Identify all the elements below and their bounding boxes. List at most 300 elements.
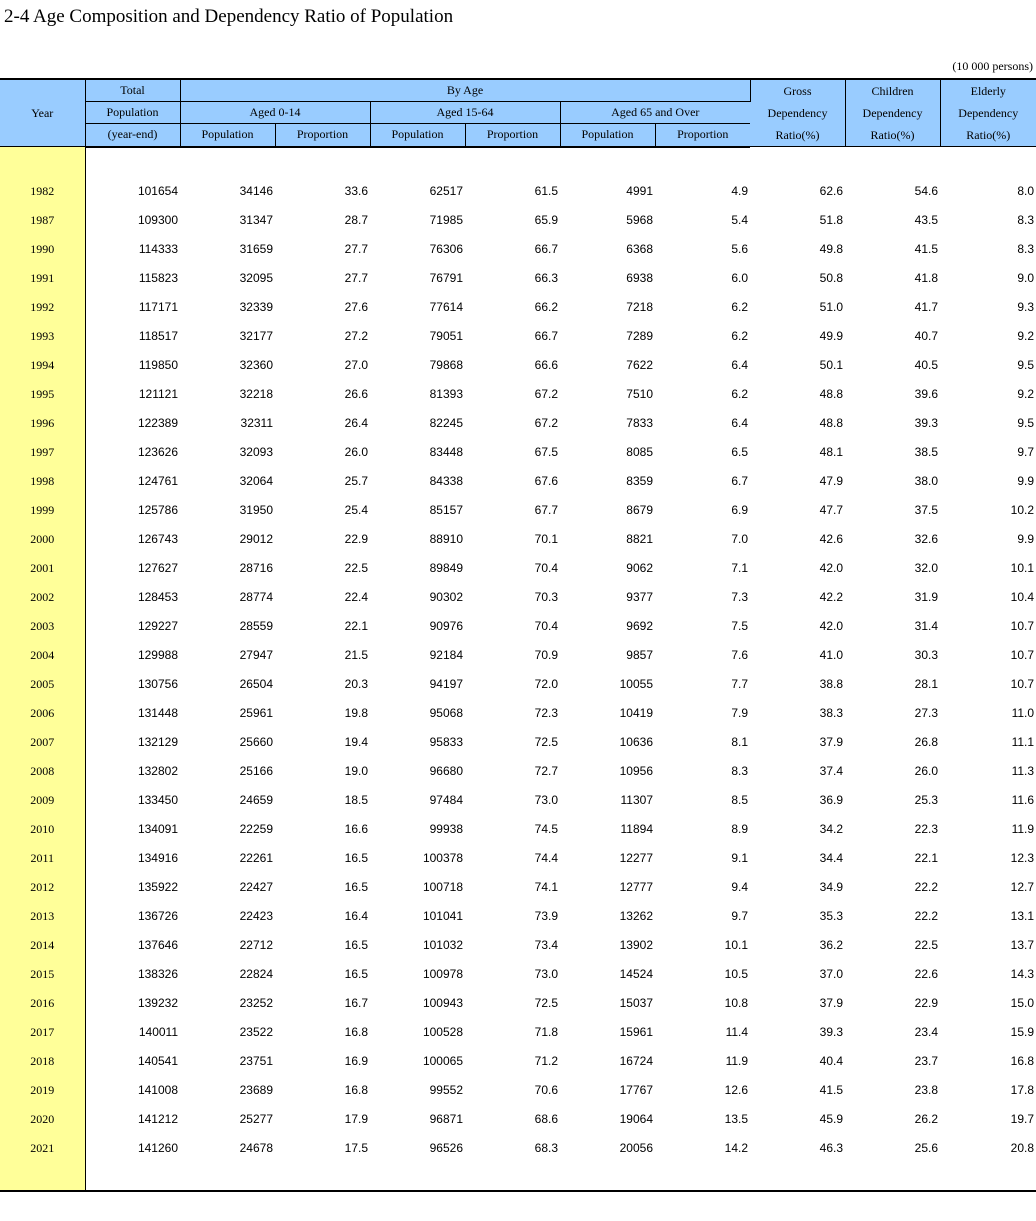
cell-aged-15-64-proportion: 66.3: [534, 271, 558, 285]
cell-aged-15-64-proportion: 70.3: [534, 590, 558, 604]
cell-year: 2004: [0, 641, 85, 670]
cell-aged-0-14-proportion: 16.8: [344, 1025, 368, 1039]
cell-elderly-dependency-ratio: 20.8: [1010, 1141, 1035, 1155]
cell-gross-dependency-ratio: 35.3: [819, 909, 844, 923]
cell-aged-65-population: 10956: [619, 764, 653, 778]
cell-elderly-dependency-ratio: 10.2: [1010, 503, 1035, 517]
header-children-3: Ratio(%): [870, 128, 915, 142]
cell-gross-dependency-ratio: 47.7: [819, 503, 844, 517]
cell-gross-dependency-ratio: 51.8: [819, 213, 844, 227]
cell-aged-0-14-proportion: 26.4: [344, 416, 368, 430]
cell-total-population: 126743: [137, 532, 178, 546]
unit-note: (10 000 persons): [952, 59, 1033, 73]
cell-children-dependency-ratio: 38.0: [914, 474, 939, 488]
cell-children-dependency-ratio: 28.1: [914, 677, 939, 691]
cell-children-dependency-ratio: 41.5: [914, 242, 939, 256]
cell-aged-65-proportion: 6.7: [731, 474, 749, 488]
cell-aged-15-64-population: 96871: [429, 1112, 463, 1126]
table-row: [0, 960, 1036, 989]
cell-year: 1994: [0, 351, 85, 380]
cell-children-dependency-ratio: 23.4: [914, 1025, 939, 1039]
cell-aged-0-14-population: 25961: [239, 706, 273, 720]
table-row: [0, 351, 1036, 380]
cell-elderly-dependency-ratio: 10.1: [1010, 561, 1035, 575]
cell-aged-65-population: 19064: [619, 1112, 653, 1126]
cell-aged-15-64-population: 100528: [422, 1025, 463, 1039]
cell-aged-0-14-population: 23252: [239, 996, 273, 1010]
cell-children-dependency-ratio: 54.6: [914, 184, 939, 198]
cell-aged-15-64-population: 101032: [422, 938, 463, 952]
table-row: [0, 380, 1036, 409]
cell-aged-65-proportion: 6.2: [731, 300, 749, 314]
cell-aged-15-64-proportion: 70.9: [534, 648, 558, 662]
cell-aged-15-64-population: 79051: [429, 329, 463, 343]
cell-aged-0-14-population: 32311: [240, 416, 273, 430]
cell-aged-15-64-proportion: 73.0: [534, 967, 558, 981]
cell-aged-15-64-population: 100978: [422, 967, 463, 981]
cell-aged-0-14-proportion: 27.2: [344, 329, 368, 343]
cell-aged-15-64-proportion: 70.4: [534, 561, 558, 575]
cell-children-dependency-ratio: 22.6: [914, 967, 939, 981]
cell-year: 2000: [0, 525, 85, 554]
cell-aged-65-proportion: 6.4: [731, 358, 749, 372]
empty-cell: [85, 147, 180, 177]
cell-aged-65-proportion: 7.1: [731, 561, 749, 575]
cell-gross-dependency-ratio: 37.9: [819, 735, 844, 749]
cell-aged-0-14-proportion: 16.6: [344, 822, 368, 836]
cell-aged-15-64-population: 88910: [429, 532, 463, 546]
cell-children-dependency-ratio: 23.7: [914, 1054, 939, 1068]
cell-total-population: 117171: [138, 300, 178, 314]
cell-aged-65-population: 8679: [626, 503, 653, 517]
cell-total-population: 132802: [137, 764, 178, 778]
cell-total-population: 121121: [138, 387, 178, 401]
cell-elderly-dependency-ratio: 9.9: [1017, 532, 1035, 546]
cell-year: 2014: [0, 931, 85, 960]
cell-aged-0-14-population: 22259: [239, 822, 273, 836]
cell-children-dependency-ratio: 31.4: [914, 619, 939, 633]
cell-aged-65-population: 9377: [626, 590, 653, 604]
cell-aged-15-64-population: 90302: [429, 590, 463, 604]
cell-total-population: 136726: [137, 909, 178, 923]
table-row: [0, 989, 1036, 1018]
table-row: [0, 902, 1036, 931]
cell-aged-15-64-population: 92184: [429, 648, 463, 662]
table-row: [0, 206, 1036, 235]
cell-aged-65-proportion: 5.6: [731, 242, 749, 256]
cell-aged-65-population: 9062: [626, 561, 653, 575]
cell-gross-dependency-ratio: 45.9: [819, 1112, 844, 1126]
cell-aged-15-64-proportion: 70.1: [534, 532, 558, 546]
cell-aged-15-64-population: 71985: [429, 213, 463, 227]
cell-aged-0-14-proportion: 16.4: [344, 909, 368, 923]
cell-year: 1987: [0, 206, 85, 235]
cell-elderly-dependency-ratio: 9.2: [1017, 387, 1035, 401]
population-table: [0, 78, 1036, 1192]
cell-children-dependency-ratio: 31.9: [914, 590, 939, 604]
cell-aged-65-population: 13902: [619, 938, 653, 952]
cell-aged-65-proportion: 9.4: [731, 880, 749, 894]
cell-aged-0-14-population: 23522: [239, 1025, 273, 1039]
cell-elderly-dependency-ratio: 16.8: [1010, 1054, 1035, 1068]
table-row: [0, 525, 1036, 554]
header-total-1: Total: [85, 79, 180, 102]
table-row: [0, 757, 1036, 786]
cell-aged-15-64-proportion: 71.8: [534, 1025, 558, 1039]
cell-elderly-dependency-ratio: 9.0: [1017, 271, 1035, 285]
cell-aged-65-population: 14524: [619, 967, 653, 981]
cell-total-population: 133450: [137, 793, 178, 807]
table-row: [0, 583, 1036, 612]
cell-elderly-dependency-ratio: 11.3: [1011, 764, 1035, 778]
cell-aged-0-14-population: 31950: [239, 503, 273, 517]
header-proportion: Proportion: [655, 124, 750, 147]
cell-aged-65-proportion: 7.5: [731, 619, 749, 633]
empty-cell: [560, 1163, 655, 1191]
cell-total-population: 114333: [138, 242, 178, 256]
cell-aged-65-population: 15961: [619, 1025, 653, 1039]
cell-aged-0-14-proportion: 19.0: [344, 764, 368, 778]
empty-cell: [940, 1163, 1036, 1191]
cell-aged-65-proportion: 11.4: [725, 1025, 749, 1039]
cell-elderly-dependency-ratio: 9.5: [1017, 416, 1035, 430]
cell-aged-15-64-proportion: 67.7: [534, 503, 558, 517]
header-elderly-1: Elderly: [970, 84, 1006, 98]
cell-aged-65-proportion: 7.3: [731, 590, 749, 604]
cell-aged-15-64-proportion: 61.5: [534, 184, 558, 198]
cell-gross-dependency-ratio: 48.8: [819, 416, 844, 430]
cell-aged-0-14-proportion: 16.5: [344, 851, 368, 865]
cell-aged-15-64-population: 81393: [429, 387, 463, 401]
cell-year: 1993: [0, 322, 85, 351]
header-total-2: Population: [85, 102, 180, 124]
empty-cell: [275, 1163, 370, 1191]
header-population: Population: [370, 124, 465, 147]
cell-aged-15-64-population: 94197: [429, 677, 463, 691]
cell-children-dependency-ratio: 41.7: [914, 300, 939, 314]
cell-aged-0-14-proportion: 22.4: [344, 590, 368, 604]
table-row: [0, 1076, 1036, 1105]
empty-cell: [180, 1163, 275, 1191]
cell-total-population: 139232: [137, 996, 178, 1010]
cell-year: 2017: [0, 1018, 85, 1047]
cell-children-dependency-ratio: 23.8: [914, 1083, 939, 1097]
header-aged-65-over: Aged 65 and Over: [560, 102, 750, 124]
cell-aged-15-64-proportion: 73.9: [534, 909, 558, 923]
cell-total-population: 123626: [137, 445, 178, 459]
cell-total-population: 137646: [137, 938, 178, 952]
header-population: Population: [560, 124, 655, 147]
cell-aged-65-proportion: 9.7: [731, 909, 749, 923]
cell-children-dependency-ratio: 26.2: [914, 1112, 939, 1126]
cell-aged-15-64-population: 99938: [429, 822, 463, 836]
cell-aged-0-14-proportion: 16.5: [344, 880, 368, 894]
header-children-1: Children: [871, 84, 914, 98]
cell-elderly-dependency-ratio: 9.9: [1017, 474, 1035, 488]
cell-aged-0-14-proportion: 26.0: [344, 445, 368, 459]
cell-aged-15-64-proportion: 66.7: [534, 329, 558, 343]
table-row: [0, 1018, 1036, 1047]
cell-elderly-dependency-ratio: 10.4: [1010, 590, 1035, 604]
cell-aged-65-population: 8359: [626, 474, 653, 488]
cell-aged-15-64-proportion: 74.4: [534, 851, 558, 865]
cell-elderly-dependency-ratio: 10.7: [1010, 619, 1035, 633]
cell-children-dependency-ratio: 27.3: [914, 706, 939, 720]
cell-aged-15-64-proportion: 71.2: [534, 1054, 558, 1068]
cell-aged-15-64-proportion: 70.4: [534, 619, 558, 633]
cell-total-population: 118517: [138, 329, 178, 343]
cell-total-population: 140541: [137, 1054, 178, 1068]
cell-aged-15-64-proportion: 72.5: [534, 996, 558, 1010]
table-row: [0, 467, 1036, 496]
cell-aged-15-64-population: 76306: [429, 242, 463, 256]
cell-aged-15-64-population: 96680: [429, 764, 463, 778]
cell-aged-0-14-proportion: 17.9: [344, 1112, 368, 1126]
cell-gross-dependency-ratio: 51.0: [819, 300, 844, 314]
cell-elderly-dependency-ratio: 15.9: [1010, 1025, 1035, 1039]
cell-elderly-dependency-ratio: 11.0: [1011, 706, 1035, 720]
cell-aged-15-64-population: 89849: [429, 561, 463, 575]
cell-aged-0-14-population: 28716: [239, 561, 273, 575]
empty-cell: [465, 147, 560, 177]
cell-total-population: 132129: [137, 735, 178, 749]
header-gross: [750, 79, 845, 147]
cell-aged-15-64-proportion: 68.6: [534, 1112, 558, 1126]
cell-gross-dependency-ratio: 47.9: [819, 474, 844, 488]
cell-children-dependency-ratio: 39.6: [914, 387, 939, 401]
cell-children-dependency-ratio: 32.6: [914, 532, 939, 546]
cell-elderly-dependency-ratio: 12.7: [1010, 880, 1035, 894]
cell-aged-15-64-population: 84338: [429, 474, 463, 488]
cell-elderly-dependency-ratio: 13.7: [1010, 938, 1035, 952]
cell-total-population: 131448: [137, 706, 178, 720]
header-elderly: [940, 79, 1036, 147]
table-row: [0, 1105, 1036, 1134]
cell-year: 2018: [0, 1047, 85, 1076]
cell-children-dependency-ratio: 39.3: [914, 416, 939, 430]
cell-year: 2007: [0, 728, 85, 757]
cell-elderly-dependency-ratio: 15.0: [1010, 996, 1035, 1010]
cell-aged-15-64-population: 79868: [429, 358, 463, 372]
cell-aged-15-64-proportion: 72.3: [534, 706, 558, 720]
cell-aged-15-64-population: 95068: [429, 706, 463, 720]
cell-gross-dependency-ratio: 42.0: [819, 619, 844, 633]
cell-aged-15-64-population: 77614: [429, 300, 463, 314]
cell-aged-0-14-population: 31659: [239, 242, 273, 256]
cell-aged-0-14-proportion: 27.0: [344, 358, 368, 372]
spacer-row: [0, 1163, 1036, 1191]
cell-gross-dependency-ratio: 36.2: [819, 938, 844, 952]
cell-aged-65-proportion: 13.5: [724, 1112, 749, 1126]
cell-gross-dependency-ratio: 37.9: [819, 996, 844, 1010]
cell-aged-0-14-population: 22712: [239, 938, 273, 952]
cell-aged-0-14-proportion: 17.5: [344, 1141, 368, 1155]
cell-children-dependency-ratio: 22.2: [914, 880, 939, 894]
cell-year: 2003: [0, 612, 85, 641]
empty-cell: [655, 1163, 750, 1191]
cell-year: 2016: [0, 989, 85, 1018]
cell-year: 2021: [0, 1134, 85, 1163]
cell-year: 2011: [0, 844, 85, 873]
cell-aged-0-14-population: 32177: [239, 329, 273, 343]
cell-aged-65-proportion: 8.3: [731, 764, 749, 778]
cell-total-population: 115823: [138, 271, 178, 285]
cell-gross-dependency-ratio: 50.1: [819, 358, 844, 372]
cell-aged-65-population: 17767: [619, 1083, 653, 1097]
cell-elderly-dependency-ratio: 9.5: [1017, 358, 1035, 372]
header-population: Population: [180, 124, 275, 147]
cell-aged-65-proportion: 14.2: [724, 1141, 749, 1155]
cell-aged-15-64-population: 83448: [429, 445, 463, 459]
table-row: [0, 177, 1036, 206]
header-gross-2: Dependency: [767, 106, 828, 120]
cell-year: 2019: [0, 1076, 85, 1105]
cell-aged-65-proportion: 9.1: [731, 851, 749, 865]
cell-aged-65-proportion: 6.0: [731, 271, 749, 285]
cell-aged-0-14-population: 32095: [239, 271, 273, 285]
cell-aged-15-64-proportion: 74.1: [534, 880, 558, 894]
cell-aged-0-14-population: 32360: [239, 358, 273, 372]
header-gross-3: Ratio(%): [775, 128, 820, 142]
header-children-2: Dependency: [862, 106, 923, 120]
empty-cell: [370, 1163, 465, 1191]
cell-gross-dependency-ratio: 37.4: [819, 764, 844, 778]
cell-aged-0-14-population: 32218: [239, 387, 273, 401]
empty-cell: [750, 1163, 845, 1191]
cell-children-dependency-ratio: 26.0: [914, 764, 939, 778]
cell-aged-15-64-proportion: 70.6: [534, 1083, 558, 1097]
cell-elderly-dependency-ratio: 9.7: [1017, 445, 1035, 459]
table-row: [0, 438, 1036, 467]
cell-total-population: 138326: [137, 967, 178, 981]
empty-cell: [940, 147, 1036, 177]
table-row: [0, 786, 1036, 815]
cell-aged-15-64-population: 100943: [422, 996, 463, 1010]
header-aged-0-14: Aged 0-14: [180, 102, 370, 124]
cell-children-dependency-ratio: 26.8: [914, 735, 939, 749]
cell-aged-15-64-population: 82245: [429, 416, 463, 430]
cell-year: 1998: [0, 467, 85, 496]
cell-aged-0-14-proportion: 27.7: [344, 242, 368, 256]
cell-total-population: 125786: [137, 503, 178, 517]
cell-gross-dependency-ratio: 49.9: [819, 329, 844, 343]
cell-aged-65-population: 10055: [619, 677, 653, 691]
cell-aged-0-14-population: 22824: [239, 967, 273, 981]
table-row: [0, 844, 1036, 873]
header-elderly-3: Ratio(%): [966, 128, 1011, 142]
cell-aged-0-14-population: 25166: [239, 764, 273, 778]
cell-aged-0-14-proportion: 16.7: [344, 996, 368, 1010]
cell-gross-dependency-ratio: 36.9: [819, 793, 844, 807]
cell-aged-65-population: 9692: [626, 619, 653, 633]
empty-cell: [180, 147, 275, 177]
header-children: [845, 79, 940, 147]
cell-children-dependency-ratio: 43.5: [914, 213, 939, 227]
cell-children-dependency-ratio: 22.9: [914, 996, 939, 1010]
cell-aged-0-14-population: 28774: [239, 590, 273, 604]
cell-gross-dependency-ratio: 42.2: [819, 590, 844, 604]
cell-elderly-dependency-ratio: 9.3: [1017, 300, 1035, 314]
cell-elderly-dependency-ratio: 11.9: [1011, 822, 1035, 836]
cell-aged-65-proportion: 6.2: [731, 387, 749, 401]
cell-aged-0-14-population: 25660: [239, 735, 273, 749]
cell-aged-65-population: 9857: [626, 648, 653, 662]
empty-cell: [465, 1163, 560, 1191]
cell-aged-65-population: 6938: [626, 271, 653, 285]
cell-aged-15-64-population: 62517: [429, 184, 463, 198]
cell-aged-15-64-proportion: 66.7: [534, 242, 558, 256]
cell-aged-0-14-population: 22423: [239, 909, 273, 923]
cell-aged-65-population: 12777: [619, 880, 653, 894]
cell-aged-15-64-proportion: 67.5: [534, 445, 558, 459]
cell-aged-15-64-population: 100065: [422, 1054, 463, 1068]
empty-cell: [560, 147, 655, 177]
cell-elderly-dependency-ratio: 14.3: [1010, 967, 1035, 981]
cell-aged-15-64-population: 90976: [429, 619, 463, 633]
cell-children-dependency-ratio: 25.3: [914, 793, 939, 807]
cell-aged-0-14-population: 22261: [239, 851, 273, 865]
cell-aged-0-14-proportion: 27.7: [344, 271, 368, 285]
cell-year: 1992: [0, 293, 85, 322]
cell-gross-dependency-ratio: 42.6: [819, 532, 844, 546]
cell-elderly-dependency-ratio: 8.3: [1017, 242, 1035, 256]
table-body: [0, 147, 1036, 1191]
cell-gross-dependency-ratio: 38.3: [819, 706, 844, 720]
cell-year: 2009: [0, 786, 85, 815]
table-row: [0, 322, 1036, 351]
cell-aged-15-64-population: 101041: [422, 909, 463, 923]
cell-aged-0-14-population: 28559: [239, 619, 273, 633]
header-year: Year: [0, 79, 85, 147]
cell-total-population: 122389: [137, 416, 178, 430]
cell-aged-0-14-proportion: 25.7: [344, 474, 368, 488]
table-row: [0, 1047, 1036, 1076]
cell-aged-65-proportion: 7.0: [731, 532, 749, 546]
empty-cell: [750, 147, 845, 177]
table-row: [0, 873, 1036, 902]
table-row: [0, 699, 1036, 728]
cell-aged-65-population: 8085: [626, 445, 653, 459]
cell-aged-0-14-population: 24678: [239, 1141, 273, 1155]
cell-aged-65-population: 5968: [626, 213, 653, 227]
empty-cell: [655, 147, 750, 177]
cell-aged-65-population: 7833: [626, 416, 653, 430]
cell-year: 2002: [0, 583, 85, 612]
cell-elderly-dependency-ratio: 10.7: [1010, 648, 1035, 662]
cell-total-population: 101654: [137, 184, 178, 198]
cell-children-dependency-ratio: 41.8: [914, 271, 939, 285]
cell-total-population: 109300: [137, 213, 178, 227]
cell-aged-65-population: 10636: [619, 735, 653, 749]
cell-total-population: 134091: [137, 822, 178, 836]
cell-aged-15-64-proportion: 67.6: [534, 474, 558, 488]
cell-aged-65-proportion: 8.1: [731, 735, 749, 749]
header-elderly-2: Dependency: [958, 106, 1019, 120]
cell-year: 2012: [0, 873, 85, 902]
cell-year: 1991: [0, 264, 85, 293]
cell-aged-0-14-population: 32093: [239, 445, 273, 459]
cell-total-population: 130756: [137, 677, 178, 691]
cell-elderly-dependency-ratio: 9.2: [1017, 329, 1035, 343]
cell-aged-65-population: 16724: [619, 1054, 653, 1068]
cell-children-dependency-ratio: 40.5: [914, 358, 939, 372]
cell-aged-0-14-population: 34146: [239, 184, 273, 198]
cell-children-dependency-ratio: 22.5: [914, 938, 939, 952]
cell-aged-65-population: 4991: [626, 184, 653, 198]
table-row: [0, 409, 1036, 438]
cell-aged-65-population: 10419: [619, 706, 653, 720]
cell-aged-0-14-population: 32064: [239, 474, 273, 488]
